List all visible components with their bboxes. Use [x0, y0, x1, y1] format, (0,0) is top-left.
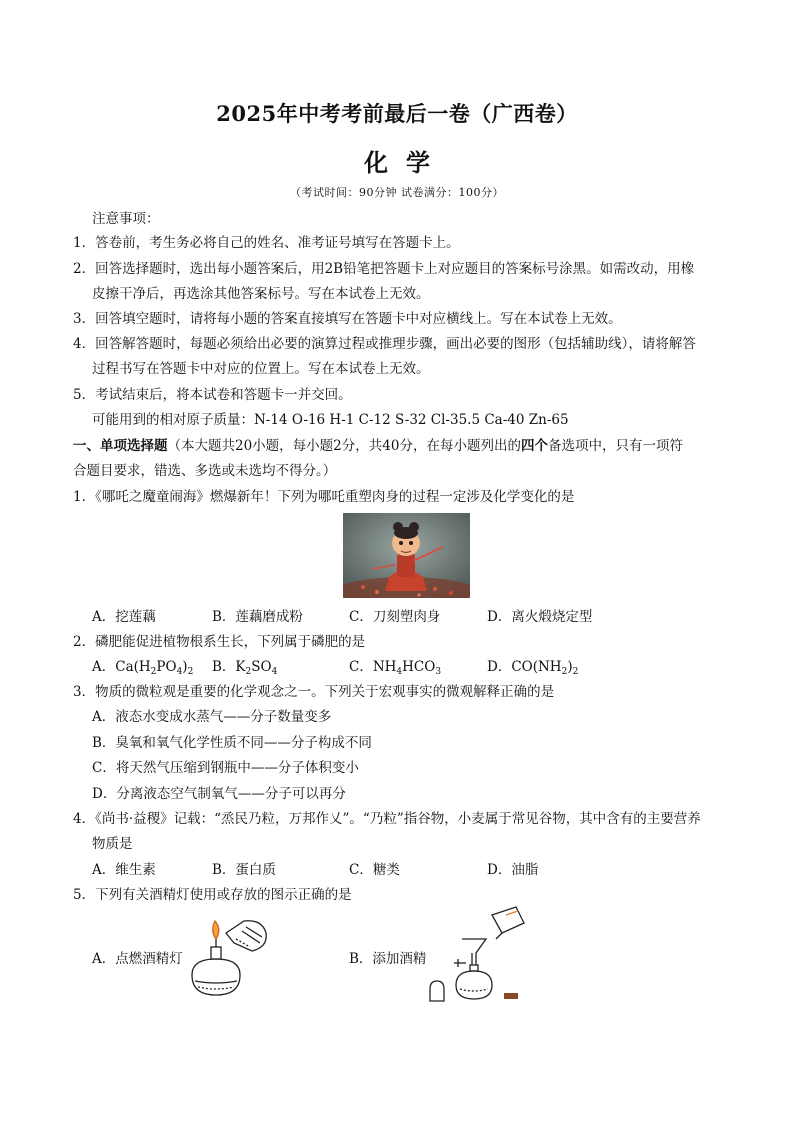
q3-option-c: C．将天然气压缩到钢瓶中——分子体积变小	[92, 760, 359, 776]
q1-option-c: C．刀刻塑肉身	[349, 609, 441, 625]
note-item: 过程书写在答题卡中对应的位置上。写在本试卷上无效。	[92, 361, 430, 377]
q2-option-c: C．$NH_4HCO_3$	[349, 659, 442, 677]
adding-alcohol-figure	[426, 905, 530, 1003]
q3-option-d: D．分离液态空气制氧气——分子可以再分	[92, 786, 346, 802]
q1-option-a: A．挖莲藕	[92, 609, 156, 625]
question-4-stem: 4．《尚书·益稷》记载：“烝民乃粒，万邦作乂”。“乃粒”指谷物，小麦属于常见谷物，其中含有的主要营养	[73, 811, 701, 827]
note-item: 2．回答选择题时，选出每小题答案后，用2B铅笔把答题卡上对应题目的答案标号涂黑。如需改动，用橡	[73, 261, 695, 277]
q5-option-b: B．添加酒精	[349, 951, 427, 967]
q2-option-d: D．$CO(NH_2)_2$	[487, 659, 579, 677]
section-desc-bold: 四个	[520, 438, 548, 454]
q2-option-b: B．$K_2SO_4$	[212, 659, 278, 677]
nezha-picture	[343, 513, 470, 598]
note-item: 3．回答填空题时，请将每小题的答案直接填写在答题卡中对应横线上。写在本试卷上无效。	[73, 311, 622, 327]
q4-option-a: A．维生素	[92, 862, 156, 878]
q1-option-d: D．离火煅烧定型	[487, 609, 593, 625]
section-title: 一、单项选择题	[73, 438, 168, 454]
section-heading	[73, 437, 683, 455]
q5-option-a: A．点燃酒精灯	[92, 951, 183, 967]
note-item: 4．回答解答题时，每题必须给出必要的演算过程或推理步骤，画出必要的图形（包括辅助线），请将解答	[73, 336, 696, 352]
subject-title: 化学	[364, 148, 448, 177]
exam-title: 2025年中考考前最后一卷（广西卷）	[216, 101, 578, 126]
q3-option-b: B．臭氧和氧气化学性质不同——分子构成不同	[92, 735, 372, 751]
atomic-masses: 可能用到的相对原子质量：N-14 O-16 H-1 C-12 S-32 Cl-35.5 Ca-40 Zn-65	[92, 412, 569, 428]
note-item: 5．考试结束后，将本试卷和答题卡一并交回。	[73, 387, 352, 403]
section-heading-line2: 合题目要求，错选、多选或未选均不得分。）	[73, 463, 337, 479]
question-1-stem: 1．《哪吒之魔童闹海》燃爆新年！下列为哪吒重塑肉身的过程一定涉及化学变化的是	[73, 489, 575, 505]
section-desc: （本大题共20小题，每小题2分，共40分，在每小题列出的	[167, 438, 521, 454]
notes-heading: 注意事项：	[92, 211, 160, 227]
question-4-stem-line2: 物质是	[92, 836, 133, 852]
q4-option-d: D．油脂	[487, 862, 539, 878]
q4-option-b: B．蛋白质	[212, 862, 276, 878]
lamp-lighting-figure	[186, 913, 274, 1001]
exam-info: （考试时间：90分钟 试卷满分：100分）	[290, 186, 504, 199]
q1-option-b: B．莲藕磨成粉	[212, 609, 303, 625]
question-3-stem: 3．物质的微粒观是重要的化学观念之一。下列关于宏观事实的微观解释正确的是	[73, 684, 555, 700]
nezha-image	[343, 513, 470, 598]
note-item: 1．答卷前，考生务必将自己的姓名、准考证号填写在答题卡上。	[73, 235, 460, 251]
section-desc: 备选项中，只有一项符	[547, 438, 683, 454]
q4-option-c: C．糖类	[349, 862, 400, 878]
question-5-stem: 5．下列有关酒精灯使用或存放的图示正确的是	[73, 887, 352, 903]
question-2-stem: 2．磷肥能促进植物根系生长，下列属于磷肥的是	[73, 634, 366, 650]
note-item: 皮擦干净后，再选涂其他答案标号。写在本试卷上无效。	[92, 286, 430, 302]
q2-option-a: A．$Ca(H_2PO_4)_2$	[92, 659, 194, 677]
q3-option-a: A．液态水变成水蒸气——分子数量变多	[92, 709, 332, 725]
